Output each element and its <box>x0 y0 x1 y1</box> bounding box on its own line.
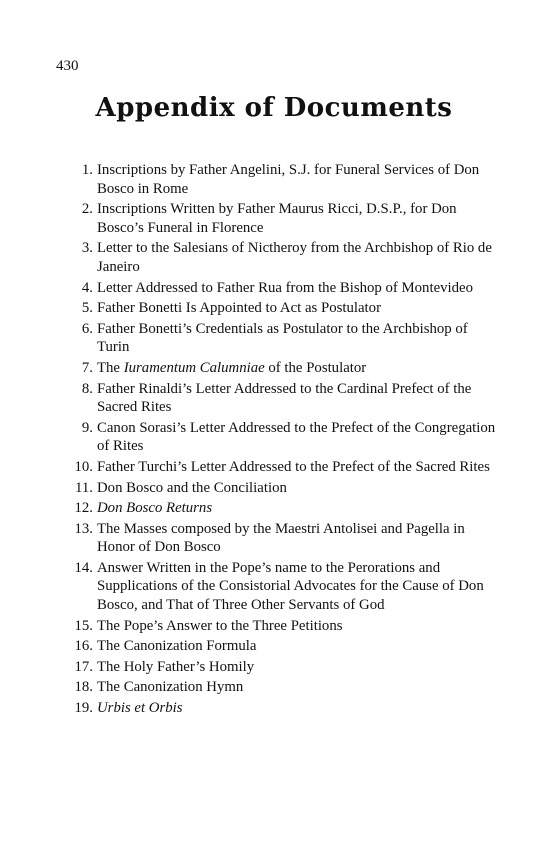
document-number <box>56 678 93 697</box>
document-number-text: 3. <box>81 240 93 257</box>
document-item <box>56 499 496 518</box>
document-number <box>56 499 93 518</box>
document-title: The Canonization Formula <box>97 638 257 655</box>
document-title: Canon Sorasi’s Letter Addressed to the Prefect of the Congregation of Rites <box>97 419 496 455</box>
document-number-text: 18. <box>74 679 93 696</box>
document-number <box>56 200 93 237</box>
document-number-text: 9. <box>81 419 93 436</box>
document-title: Father Bonetti Is Appointed to Act as Postulator <box>97 300 381 317</box>
document-title <box>93 359 496 378</box>
document-item <box>56 279 496 298</box>
document-title-post: of the Postulator <box>264 359 367 376</box>
document-number-text: 13. <box>74 520 93 537</box>
document-number-text: 19. <box>74 700 93 717</box>
document-title <box>93 699 496 718</box>
document-number-text: 17. <box>74 658 93 675</box>
page-title: Appendix of Documents <box>95 93 453 123</box>
document-number <box>56 239 93 276</box>
document-title: Father Bonetti’s Credentials as Postulator to the Archbishop of Turin <box>97 320 468 356</box>
document-number <box>56 458 93 477</box>
document-number <box>56 359 93 378</box>
document-item <box>56 320 496 357</box>
document-title: The Masses composed by the Maestri Antolisei and Pagella in Honor of Don Bosco <box>97 520 465 556</box>
document-item <box>56 458 496 477</box>
document-number <box>56 320 93 357</box>
document-number-text: 15. <box>74 617 93 634</box>
document-item <box>56 637 496 656</box>
document-number-text: 14. <box>74 559 93 576</box>
documents-list <box>56 161 496 720</box>
document-title: Father Turchi’s Letter Addressed to the Prefect of the Sacred Rites <box>97 458 490 475</box>
document-title: The Pope’s Answer to the Three Petitions <box>97 617 343 634</box>
document-item <box>56 359 496 378</box>
document-number <box>56 419 93 456</box>
document-title: The Holy Father’s Homily <box>97 658 255 675</box>
document-title-italic: Don Bosco Returns <box>97 500 213 517</box>
document-number <box>56 479 93 498</box>
document-item <box>56 678 496 697</box>
document-item <box>56 200 496 237</box>
document-item <box>56 161 496 198</box>
document-item <box>56 617 496 636</box>
document-number-text: 7. <box>81 359 93 376</box>
document-item <box>56 239 496 276</box>
document-number <box>56 380 93 417</box>
document-number <box>56 520 93 557</box>
document-title-italic: Urbis et Orbis <box>97 700 183 717</box>
document-title: The Canonization Hymn <box>97 679 244 696</box>
document-item <box>56 559 496 615</box>
document-title-italic: Iuramentum Calumniae <box>123 359 265 376</box>
document-number-text: 1. <box>81 162 93 178</box>
document-number <box>56 617 93 636</box>
document-item <box>56 299 496 318</box>
document-number-text: 11. <box>75 479 93 496</box>
document-number-text: 6. <box>81 320 93 337</box>
document-number-text: 12. <box>74 500 93 517</box>
document-title: Answer Written in the Pope’s name to the Perorations and Supplications of the Consistorial Advocates for the Cause of Don Bosco, and That of Three Other Servants of God <box>97 559 484 614</box>
page-number: 430 <box>56 58 79 74</box>
document-number <box>56 699 93 718</box>
document-title <box>93 499 496 518</box>
document-number <box>56 658 93 677</box>
document-number <box>56 637 93 656</box>
document-item <box>56 479 496 498</box>
document-number-text: 5. <box>81 300 93 317</box>
document-number <box>56 279 93 298</box>
document-title: Inscriptions Written by Father Maurus Ricci, D.S.P., for Don Bosco’s Funeral in Florence <box>97 201 457 236</box>
document-title: Inscriptions by Father Angelini, S.J. for Funeral Services of Don Bosco in Rome <box>97 162 480 197</box>
document-title: Letter Addressed to Father Rua from the Bishop of Montevideo <box>97 279 474 296</box>
document-title: Father Rinaldi’s Letter Addressed to the Cardinal Prefect of the Sacred Rites <box>97 380 472 416</box>
document-number-text: 8. <box>81 380 93 397</box>
document-title-pre: The <box>97 359 124 376</box>
document-item <box>56 658 496 677</box>
document-number-text: 16. <box>74 638 93 655</box>
document-item <box>56 380 496 417</box>
document-number <box>56 161 93 198</box>
document-item <box>56 699 496 718</box>
document-item <box>56 419 496 456</box>
document-title: Don Bosco and the Conciliation <box>97 479 287 496</box>
document-title: Letter to the Salesians of Nictheroy from the Archbishop of Rio de Janeiro <box>97 240 492 275</box>
document-number-text: 10. <box>74 458 93 475</box>
document-item <box>56 520 496 557</box>
document-number <box>56 559 93 615</box>
document-number-text: 4. <box>81 279 93 296</box>
document-number-text: 2. <box>81 201 93 218</box>
document-number <box>56 299 93 318</box>
